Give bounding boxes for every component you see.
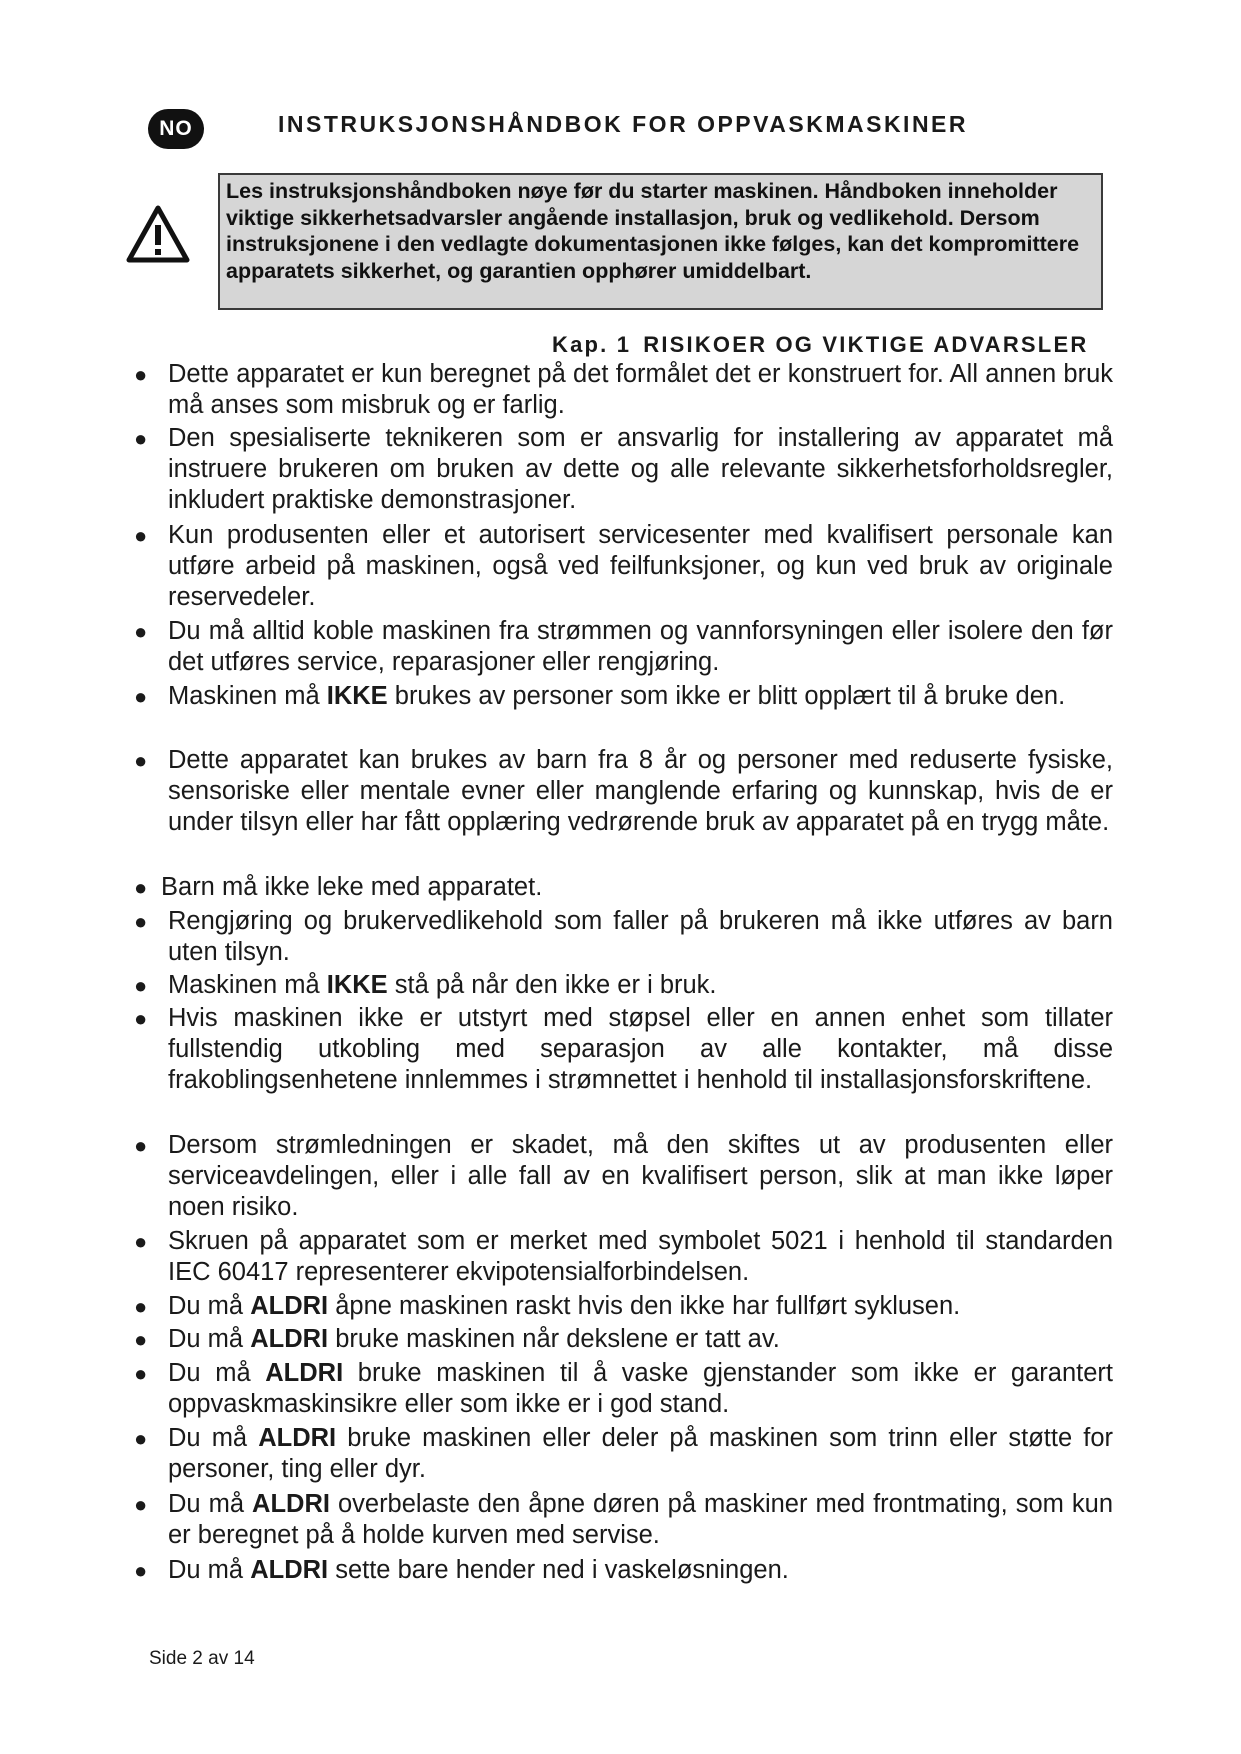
list-item: ● Du må alltid koble maskinen fra strømmen og vannforsyningen eller isolere den før det utføres service, reparasjoner eller rengjøring. xyxy=(134,617,1113,676)
list-item: ● Hvis maskinen ikke er utstyrt med støpsel eller en annen enhet som tillater fullstendig utkobling med separasjon av alle kontakter, må disse frakoblingsenhetene innlemmes i strømnettet i henhold til installasjonsforskriftene. xyxy=(134,1004,1113,1094)
language-badge: NO xyxy=(148,109,204,149)
list-item: ● Maskinen må IKKE stå på når den ikke er i bruk. xyxy=(134,971,717,999)
bullet-icon: ● xyxy=(134,684,148,709)
list-item: ● Du må ALDRI bruke maskinen når dekslene er tatt av. xyxy=(134,1325,780,1353)
bullet-icon: ● xyxy=(134,1294,148,1319)
list-item: ● Dette apparatet kan brukes av barn fra 8 år og personer med reduserte fysiske, sensoriske eller mentale evner eller manglende erfaring og kunnskap, hvis de er under tilsyn eller har fått opplæring vedrørende bruk av apparatet på en trygg måte. xyxy=(134,746,1113,836)
list-item: ● Den spesialiserte teknikeren som er ansvarlig for installering av apparatet må instruere brukeren om bruken av dette og alle relevante sikkerhetsforholdsregler, inkludert praktiske demonstrasjoner. xyxy=(134,424,1113,514)
list-item: ● Du må ALDRI overbelaste den åpne døren på maskiner med frontmating, som kun er beregnet på å holde kurven med servise. xyxy=(134,1490,1113,1549)
list-item: ● Du må ALDRI sette bare hender ned i vaskeløsningen. xyxy=(134,1556,789,1584)
bullet-icon: ● xyxy=(134,973,148,998)
list-item: ● Dette apparatet er kun beregnet på det formålet det er konstruert for. All annen bruk må anses som misbruk og er farlig. xyxy=(134,360,1113,419)
bullet-icon: ● xyxy=(134,1327,148,1352)
document-title: INSTRUKSJONSHÅNDBOK FOR OPPVASKMASKINER xyxy=(278,111,969,137)
page-number: Side 2 av 14 xyxy=(149,1648,255,1669)
bullet-icon: ● xyxy=(134,619,148,644)
warning-text: Les instruksjonshåndboken nøye før du starter maskinen. Håndboken inneholder viktige sikkerhetsadvarsler angående installasjon, bruk og vedlikehold. Dersom instruksjonene i den vedlagte dokumentasjonen ikke følges, kan det kompromittere apparatets sikkerhet, og garantien opphører umiddelbart. xyxy=(226,179,1080,283)
list-item: ● Du må ALDRI åpne maskinen raskt hvis den ikke har fullført syklusen. xyxy=(134,1292,961,1320)
bullet-icon: ● xyxy=(134,875,148,900)
list-item: ● Barn må ikke leke med apparatet. xyxy=(134,873,543,901)
bullet-icon: ● xyxy=(134,1361,148,1386)
bullet-icon: ● xyxy=(134,748,148,773)
bullet-icon: ● xyxy=(134,1229,148,1254)
list-item: ● Du må ALDRI bruke maskinen til å vaske gjenstander som ikke er garantert oppvaskmaskinsikre eller som ikke er i god stand. xyxy=(134,1359,1113,1418)
list-item: ● Maskinen må IKKE brukes av personer som ikke er blitt opplært til å bruke den. xyxy=(134,682,1066,710)
chapter-title: RISIKOER OG VIKTIGE ADVARSLER xyxy=(643,332,1089,357)
bullet-icon: ● xyxy=(134,362,148,387)
bullet-icon: ● xyxy=(134,1558,148,1583)
bullet-icon: ● xyxy=(134,1426,148,1451)
bullet-icon: ● xyxy=(134,523,148,548)
bullet-icon: ● xyxy=(134,426,148,451)
list-item: ● Rengjøring og brukervedlikehold som faller på brukeren må ikke utføres av barn uten tilsyn. xyxy=(134,907,1113,966)
list-item: ● Skruen på apparatet som er merket med symbolet 5021 i henhold til standarden IEC 60417 representerer ekvipotensialforbindelsen. xyxy=(134,1227,1113,1286)
warning-triangle-icon xyxy=(126,205,190,263)
list-item: ● Du må ALDRI bruke maskinen eller deler på maskinen som trinn eller støtte for personer, ting eller dyr. xyxy=(134,1424,1113,1483)
bullet-icon: ● xyxy=(134,1006,148,1031)
list-item: ● Dersom strømledningen er skadet, må den skiftes ut av produsenten eller serviceavdelingen, eller i alle fall av en kvalifisert person, slik at man ikke løper noen risiko. xyxy=(134,1131,1113,1221)
chapter-heading xyxy=(552,332,1088,358)
chapter-number: Kap. 1 xyxy=(552,332,632,357)
list-item: ● Kun produsenten eller et autorisert servicesenter med kvalifisert personale kan utføre arbeid på maskinen, også ved feilfunksjoner, og kun ved bruk av originale reservedeler. xyxy=(134,521,1113,611)
bullet-icon: ● xyxy=(134,909,148,934)
bullet-icon: ● xyxy=(134,1133,148,1158)
warning-box xyxy=(218,173,1103,310)
bullet-icon: ● xyxy=(134,1492,148,1517)
